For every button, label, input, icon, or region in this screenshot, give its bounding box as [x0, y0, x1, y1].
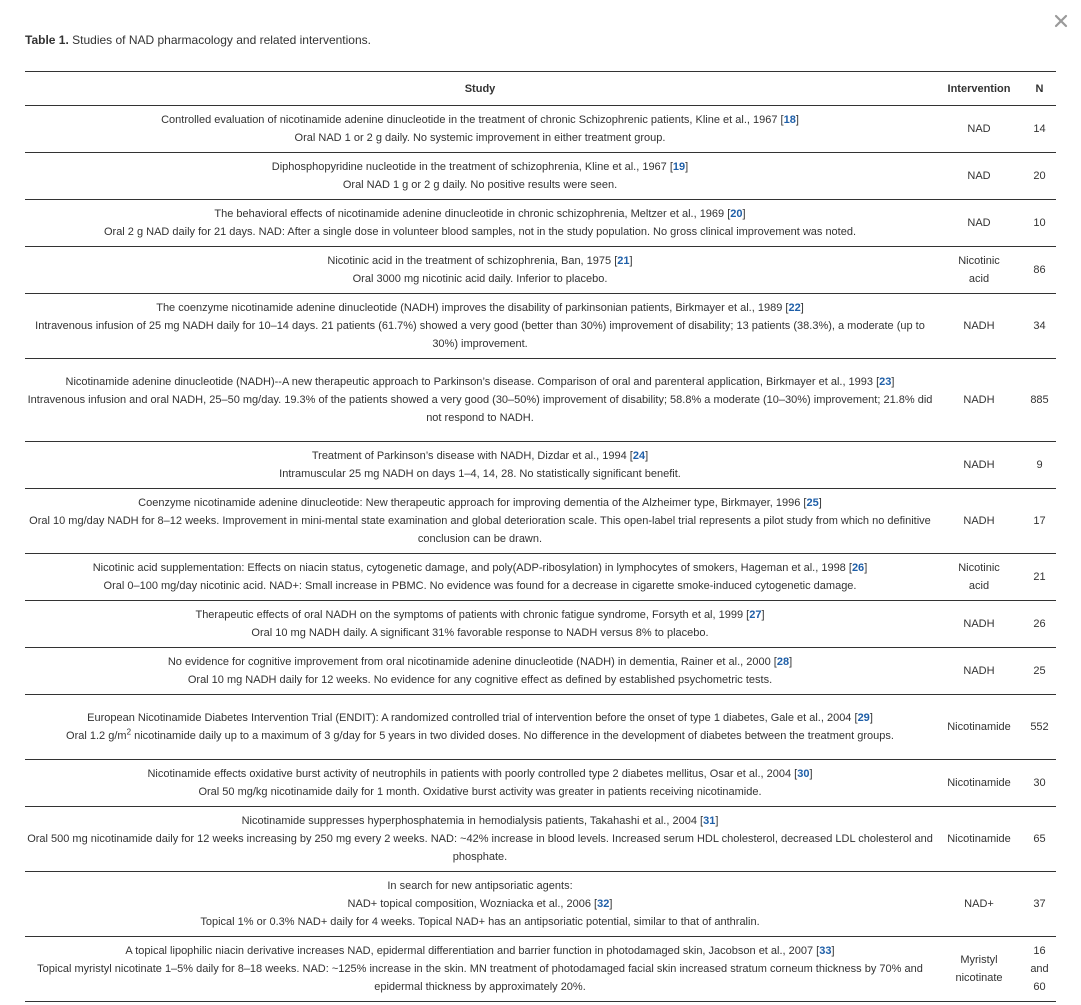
study-title: Treatment of Parkinson’s disease with NADH, Dizdar et al., 1994	[311, 450, 627, 462]
table-row	[25, 294, 1056, 359]
citation-link[interactable]: 31	[703, 815, 716, 827]
intervention-cell	[935, 937, 1023, 1002]
study-detail: Intramuscular 25 mg NADH on days 1–4, 14, 28. No statistically significant benefit.	[279, 468, 681, 480]
n-cell: 20	[1023, 153, 1056, 200]
study-detail: Oral 10 mg/day NADH for 8–12 weeks. Improvement in mini-mental state examination and global deterioration scale. This open-label trial represents a pilot study from which no definitive conclusion can be drawn.	[29, 515, 931, 545]
intervention-text: Nicotinic acid	[958, 255, 1000, 285]
table-row	[25, 200, 1056, 247]
study-detail-post: nicotinamide daily up to a maximum of 3 g/day for 5 years in two divided doses. No difference in the development of diabetes between the treatment groups.	[131, 730, 894, 742]
table-row	[25, 554, 1056, 601]
header-study: Study	[25, 72, 935, 106]
study-title: The coenzyme nicotinamide adenine dinucleotide (NADH) improves the disability of parkinsonian patients, Birkmayer et al., 1989	[156, 302, 783, 314]
n-cell: 65	[1023, 807, 1056, 872]
table-row	[25, 872, 1056, 937]
citation-link[interactable]: 24	[632, 450, 646, 462]
intervention-cell	[935, 554, 1023, 601]
superscript: 2	[126, 727, 132, 737]
intervention-cell	[935, 247, 1023, 294]
intervention-text: Myristyl nicotinate	[955, 954, 1003, 984]
n-text: 16 and 60	[1030, 945, 1049, 993]
table-row	[25, 359, 1056, 442]
intervention-cell: NAD	[935, 200, 1023, 247]
study-title: The behavioral effects of nicotinamide adenine dinucleotide in chronic schizophrenia, Meltzer et al., 1969	[214, 208, 725, 220]
study-detail-pre: Oral 1.2 g/m	[66, 730, 127, 742]
n-cell: 14	[1023, 106, 1056, 153]
study-detail: Intravenous infusion and oral NADH, 25–50 mg/day. 19.3% of the patients showed a very good (30–50%) improvement of disability; 58.8% a moderate (10–30%) improvement; 21.8% did not respond to NADH.	[27, 394, 933, 424]
study-detail	[25, 727, 935, 745]
study-detail: Oral 3000 mg nicotinic acid daily. Inferior to placebo.	[352, 273, 608, 285]
table-caption-label: Table 1.	[25, 33, 69, 47]
table-row	[25, 695, 1056, 760]
intervention-cell: NADH	[935, 648, 1023, 695]
n-cell: 10	[1023, 200, 1056, 247]
study-title: Therapeutic effects of oral NADH on the symptoms of patients with chronic fatigue syndrome, Forsyth et al, 1999	[195, 609, 744, 621]
citation-link[interactable]: 23	[879, 376, 892, 388]
n-cell: 9	[1023, 442, 1056, 489]
citation-link[interactable]: 27	[749, 609, 762, 621]
study-cell: Nicotinamide suppresses hyperphosphatemia in hemodialysis patients, Takahashi et al., 2004 [31] Oral 500 mg nicotinamide daily for 12 weeks increasing by 250 mg every 2 weeks. NAD: ~42% increase in blood levels. Increased serum HDL cholesterol, decreased LDL cholesterol and phosphate.	[25, 807, 935, 872]
study-title: Coenzyme nicotinamide adenine dinucleotide: New therapeutic approach for improving dementia of the Alzheimer type, Birkmayer, 1996	[138, 497, 801, 509]
citation-link[interactable]: 26	[851, 562, 865, 574]
intervention-cell: NADH	[935, 489, 1023, 554]
n-cell: 885	[1023, 359, 1056, 442]
study-detail: Oral 50 mg/kg nicotinamide daily for 1 month. Oxidative burst activity was greater in patients receiving nicotinamide.	[198, 786, 762, 798]
study-title: Controlled evaluation of nicotinamide adenine dinucleotide in the treatment of chronic Schizophrenic patients, Kline et al., 1967	[161, 114, 778, 126]
study-title: Nicotinamide suppresses hyperphosphatemia in hemodialysis patients, Takahashi et al., 2004	[241, 815, 697, 827]
table-row	[25, 937, 1056, 1002]
study-title: Nicotinamide effects oxidative burst activity of neutrophils in patients with poorly controlled type 2 diabetes mellitus, Osar et al., 2004	[147, 768, 792, 780]
study-title: A topical lipophilic niacin derivative increases NAD, epidermal differentiation and barrier function in photodamaged skin, Jacobson et al., 2007	[125, 945, 814, 957]
n-cell: 86	[1023, 247, 1056, 294]
study-cell: A topical lipophilic niacin derivative increases NAD, epidermal differentiation and barrier function in photodamaged skin, Jacobson et al., 2007 [33] Topical myristyl nicotinate 1–5% daily for 8–18 weeks. NAD: ~125% increase in the skin. MN treatment of photodamaged facial skin increased stratum corneum thickness by 70% and epidermal thickness by approximately 20%.	[25, 937, 935, 1002]
study-cell: Treatment of Parkinson’s disease with NADH, Dizdar et al., 1994 [24] Intramuscular 25 mg NADH on days 1–4, 14, 28. No statistically significant benefit.	[25, 442, 935, 489]
study-cell: The coenzyme nicotinamide adenine dinucleotide (NADH) improves the disability of parkinsonian patients, Birkmayer et al., 1989 [22] Intravenous infusion of 25 mg NADH daily for 10–14 days. 21 patients (61.7%) showed a very good (better than 30%) improvement of disability; 13 patients (38.3%), a moderate (up to 30%) improvement.	[25, 294, 935, 359]
intervention-cell: NADH	[935, 294, 1023, 359]
studies-table	[25, 71, 1056, 1002]
n-cell: 26	[1023, 601, 1056, 648]
citation-link[interactable]: 25	[806, 497, 819, 509]
citation-link[interactable]: 29	[857, 712, 870, 724]
intervention-cell: NADH	[935, 442, 1023, 489]
header-n: N	[1023, 72, 1056, 106]
study-title: European Nicotinamide Diabetes Intervention Trial (ENDIT): A randomized controlled trial of intervention before the onset of type 1 diabetes, Gale et al., 2004	[87, 712, 852, 724]
citation-link[interactable]: 19	[672, 161, 686, 173]
study-detail: Oral 10 mg NADH daily for 12 weeks. No evidence for any cognitive effect as defined by established psychometric tests.	[187, 674, 773, 686]
study-detail: Topical myristyl nicotinate 1–5% daily for 8–18 weeks. NAD: ~125% increase in the skin. MN treatment of photodamaged facial skin increased stratum corneum thickness by 70% and epidermal thickness by approximately 20%.	[37, 963, 923, 993]
n-cell: 21	[1023, 554, 1056, 601]
study-title: Diphosphopyridine nucleotide in the treatment of schizophrenia, Kline et al., 1967	[271, 161, 667, 173]
study-cell: Nicotinic acid supplementation: Effects on niacin status, cytogenetic damage, and poly(ADP-ribosylation) in lymphocytes of smokers, Hageman et al., 1998 [26] Oral 0–100 mg/day nicotinic acid. NAD+: Small increase in PBMC. No evidence was found for a decrease in cigarette smoke-induced cytogenetic damage.	[25, 554, 935, 601]
study-title: Nicotinic acid in the treatment of schizophrenia, Ban, 1975	[327, 255, 612, 267]
citation-link[interactable]: 18	[783, 114, 796, 126]
study-cell: Therapeutic effects of oral NADH on the symptoms of patients with chronic fatigue syndrome, Forsyth et al, 1999 [27] Oral 10 mg NADH daily. A significant 31% favorable response to NADH versus 8% to placebo.	[25, 601, 935, 648]
table-caption	[25, 33, 371, 47]
intervention-cell: NADH	[935, 601, 1023, 648]
n-cell: 34	[1023, 294, 1056, 359]
n-cell: 30	[1023, 760, 1056, 807]
study-cell: Controlled evaluation of nicotinamide adenine dinucleotide in the treatment of chronic Schizophrenic patients, Kline et al., 1967 [18] Oral NAD 1 or 2 g daily. No systemic improvement in either treatment group.	[25, 106, 935, 153]
study-detail: Topical 1% or 0.3% NAD+ daily for 4 weeks. Topical NAD+ has an antipsoriatic potential, similar to that of anthralin.	[200, 916, 760, 928]
study-detail: Oral 500 mg nicotinamide daily for 12 weeks increasing by 250 mg every 2 weeks. NAD: ~42% increase in blood levels. Increased serum HDL cholesterol, decreased LDL cholesterol and phosphate.	[27, 833, 933, 863]
study-cell: Coenzyme nicotinamide adenine dinucleotide: New therapeutic approach for improving dementia of the Alzheimer type, Birkmayer, 1996 [25] Oral 10 mg/day NADH for 8–12 weeks. Improvement in mini-mental state examination and global deterioration scale. This open-label trial represents a pilot study from which no definitive conclusion can be drawn.	[25, 489, 935, 554]
n-cell	[1023, 937, 1056, 1002]
study-detail: Oral 0–100 mg/day nicotinic acid. NAD+: Small increase in PBMC. No evidence was found for a decrease in cigarette smoke-induced cytogenetic damage.	[103, 580, 857, 592]
header-intervention: Intervention	[935, 72, 1023, 106]
table-caption-text: Studies of NAD pharmacology and related interventions.	[72, 33, 371, 47]
citation-link[interactable]: 33	[819, 945, 832, 957]
intervention-text: Nicotinic acid	[958, 562, 1000, 592]
citation-link[interactable]: 32	[597, 898, 610, 910]
intervention-cell: NADH	[935, 359, 1023, 442]
close-icon[interactable]	[1050, 10, 1072, 32]
citation-link[interactable]: 21	[617, 255, 630, 267]
table-row	[25, 489, 1056, 554]
n-cell: 17	[1023, 489, 1056, 554]
study-detail: Oral NAD 1 g or 2 g daily. No positive results were seen.	[342, 179, 618, 191]
study-cell: European Nicotinamide Diabetes Intervention Trial (ENDIT): A randomized controlled trial of intervention before the onset of type 1 diabetes, Gale et al., 2004 [29] Oral 1.2 $g/m^2$ nicotinamide daily up to a maximum of 3 g/day for 5 years in two divided doses. No difference in the development of diabetes between the treatment groups.	[25, 695, 935, 760]
study-cell: Diphosphopyridine nucleotide in the treatment of schizophrenia, Kline et al., 1967 [19] Oral NAD 1 g or 2 g daily. No positive results were seen.	[25, 153, 935, 200]
study-cell: Nicotinamide effects oxidative burst activity of neutrophils in patients with poorly controlled type 2 diabetes mellitus, Osar et al., 2004 [30] Oral 50 mg/kg nicotinamide daily for 1 month. Oxidative burst activity was greater in patients receiving nicotinamide.	[25, 760, 935, 807]
citation-link[interactable]: 20	[730, 208, 743, 220]
n-cell: 37	[1023, 872, 1056, 937]
n-cell: 552	[1023, 695, 1056, 760]
study-cell: Nicotinamide adenine dinucleotide (NADH)--A new therapeutic approach to Parkinson’s disease. Comparison of oral and parenteral application, Birkmayer et al., 1993 [23] Intravenous infusion and oral NADH, 25–50 mg/day. 19.3% of the patients showed a very good (30–50%) improvement of disability; 58.8% a moderate (10–30%) improvement; 21.8% did not respond to NADH.	[25, 359, 935, 442]
citation-link[interactable]: 30	[797, 768, 810, 780]
intervention-cell: NAD	[935, 153, 1023, 200]
study-title: No evidence for cognitive improvement from oral nicotinamide adenine dinucleotide (NADH) in dementia, Rainer et al., 2000	[167, 656, 771, 668]
study-detail: Oral 10 mg NADH daily. A significant 31% favorable response to NADH versus 8% to placebo.	[251, 627, 709, 639]
study-cell: No evidence for cognitive improvement from oral nicotinamide adenine dinucleotide (NADH) in dementia, Rainer et al., 2000 [28] Oral 10 mg NADH daily for 12 weeks. No evidence for any cognitive effect as defined by established psychometric tests.	[25, 648, 935, 695]
study-cell: In search for new antipsoriatic agents: NAD+ topical composition, Wozniacka et al., 2006 [32] Topical 1% or 0.3% NAD+ daily for 4 weeks. Topical NAD+ has an antipsoriatic potential, similar to that of anthralin.	[25, 872, 935, 937]
study-pre-title: In search for new antipsoriatic agents:	[387, 880, 573, 892]
intervention-cell: Nicotinamide	[935, 807, 1023, 872]
table-row	[25, 153, 1056, 200]
table-header-row	[25, 72, 1056, 106]
table-row	[25, 247, 1056, 294]
table-row	[25, 648, 1056, 695]
study-detail: Oral 2 g NAD daily for 21 days. NAD: After a single dose in volunteer blood samples, not in the study population. No gross clinical improvement was noted.	[103, 226, 857, 238]
study-title: Nicotinamide adenine dinucleotide (NADH)--A new therapeutic approach to Parkinson’s disease. Comparison of oral and parenteral application, Birkmayer et al., 1993	[65, 376, 874, 388]
intervention-cell: NAD+	[935, 872, 1023, 937]
table-row	[25, 106, 1056, 153]
citation-link[interactable]: 22	[788, 302, 801, 314]
intervention-cell: Nicotinamide	[935, 695, 1023, 760]
study-cell: The behavioral effects of nicotinamide adenine dinucleotide in chronic schizophrenia, Meltzer et al., 1969 [20] Oral 2 g NAD daily for 21 days. NAD: After a single dose in volunteer blood samples, not in the study population. No gross clinical improvement was noted.	[25, 200, 935, 247]
citation-link[interactable]: 28	[776, 656, 790, 668]
study-detail: Intravenous infusion of 25 mg NADH daily for 10–14 days. 21 patients (61.7%) showed a very good (better than 30%) improvement of disability; 13 patients (38.3%), a moderate (up to 30%) improvement.	[35, 320, 925, 350]
intervention-cell: Nicotinamide	[935, 760, 1023, 807]
table-row	[25, 442, 1056, 489]
study-cell: Nicotinic acid in the treatment of schizophrenia, Ban, 1975 [21] Oral 3000 mg nicotinic acid daily. Inferior to placebo.	[25, 247, 935, 294]
intervention-cell: NAD	[935, 106, 1023, 153]
table-row	[25, 601, 1056, 648]
study-detail: Oral NAD 1 or 2 g daily. No systemic improvement in either treatment group.	[294, 132, 666, 144]
table-row	[25, 807, 1056, 872]
n-cell: 25	[1023, 648, 1056, 695]
table-row	[25, 760, 1056, 807]
study-title: Nicotinic acid supplementation: Effects on niacin status, cytogenetic damage, and poly(ADP-ribosylation) in lymphocytes of smokers, Hageman et al., 1998	[92, 562, 846, 574]
study-title: NAD+ topical composition, Wozniacka et al., 2006	[347, 898, 591, 910]
